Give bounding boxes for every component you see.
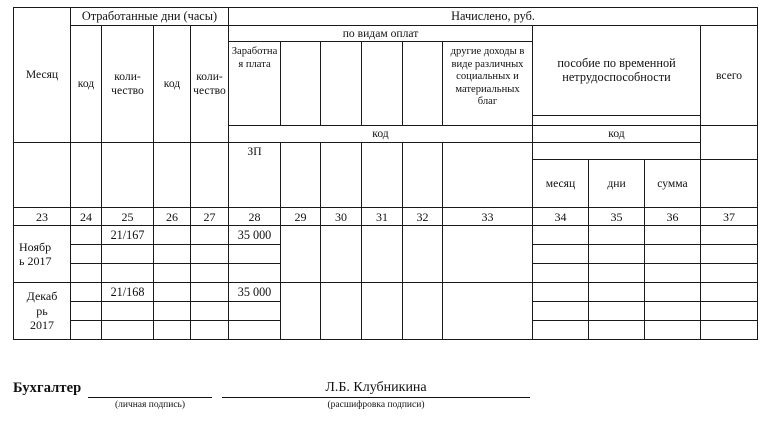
cell-col37[interactable] [701, 226, 758, 245]
cell-col24[interactable] [71, 245, 102, 264]
header-cell-benefit-spacer [533, 116, 701, 126]
header-cell-blank-30b [321, 143, 362, 208]
header-cell-wage-code-value: ЗП [229, 143, 281, 208]
table-row[interactable] [14, 283, 758, 302]
header-cell-benefit-blank-strip [533, 143, 701, 160]
name-line[interactable] [222, 397, 530, 398]
header-cell-blank-31 [362, 42, 403, 126]
column-number-36: 36 [645, 208, 701, 226]
cell-col28[interactable]: 35 000 [229, 226, 281, 245]
header-row-top [14, 8, 758, 26]
month-line: рь [36, 303, 48, 318]
cell-col28[interactable] [229, 302, 281, 321]
cell-col24[interactable] [71, 321, 102, 340]
cell-col37[interactable] [701, 302, 758, 321]
cell-col30-merged[interactable] [321, 226, 362, 283]
signature-line[interactable] [88, 397, 212, 398]
payroll-table [13, 7, 758, 340]
cell-col34[interactable] [533, 302, 589, 321]
column-number-27: 27 [191, 208, 229, 226]
cell-col31-merged[interactable] [362, 283, 403, 340]
cell-col25[interactable] [102, 245, 154, 264]
column-number-25: 25 [102, 208, 154, 226]
row-month-label-december [14, 283, 71, 340]
cell-col27[interactable] [191, 321, 229, 340]
cell-col36[interactable] [645, 302, 701, 321]
cell-col29-merged[interactable] [281, 226, 321, 283]
header-cell-by-payment-types: по видам оплат [229, 25, 533, 42]
header-row-payment-types [14, 25, 758, 42]
cell-col24[interactable] [71, 226, 102, 245]
header-cell-benefit-month: месяц [533, 160, 589, 208]
cell-col33-merged[interactable] [443, 226, 533, 283]
column-number-33: 33 [443, 208, 533, 226]
cell-col37[interactable] [701, 283, 758, 302]
header-cell-accrued: Начислено, руб. [229, 8, 758, 26]
cell-col30-merged[interactable] [321, 283, 362, 340]
cell-col37[interactable] [701, 245, 758, 264]
column-number-29: 29 [281, 208, 321, 226]
cell-col36[interactable] [645, 321, 701, 340]
header-cell-quantity-2: коли-чество [191, 25, 229, 143]
accountant-name: Л.Б. Клубникина [325, 380, 427, 395]
cell-col24[interactable] [71, 283, 102, 302]
cell-col27[interactable] [191, 283, 229, 302]
name-caption: (расшифровка подписи) [327, 400, 425, 410]
cell-col26[interactable] [154, 226, 191, 245]
cell-col35[interactable] [589, 302, 645, 321]
cell-col34[interactable] [533, 283, 589, 302]
column-number-35: 35 [589, 208, 645, 226]
signature-caption: (личная подпись) [114, 400, 186, 410]
cell-col29-merged[interactable] [281, 283, 321, 340]
column-number-30: 30 [321, 208, 362, 226]
header-cell-blank-29b [281, 143, 321, 208]
header-cell-total-blank [701, 126, 758, 160]
cell-col26[interactable] [154, 321, 191, 340]
column-number-26: 26 [154, 208, 191, 226]
table-row[interactable] [14, 226, 758, 245]
cell-col36[interactable] [645, 283, 701, 302]
header-cell-month: Месяц [14, 8, 71, 143]
cell-col33-merged[interactable] [443, 283, 533, 340]
header-cell-blank-33b [443, 143, 533, 208]
cell-col35[interactable] [589, 226, 645, 245]
header-cell-other-income: другие доходы в виде различных социальных и материальных благ [443, 42, 533, 126]
cell-col27[interactable] [191, 245, 229, 264]
column-number-row [14, 208, 758, 226]
header-cell-code-1: код [71, 25, 102, 143]
column-number-32: 32 [403, 208, 443, 226]
signature-block [0, 380, 770, 424]
cell-col28[interactable] [229, 321, 281, 340]
header-cell-code-1-blank [71, 143, 102, 208]
header-cell-benefit-days: дни [589, 160, 645, 208]
header-cell-blank-30 [321, 42, 362, 126]
column-number-31: 31 [362, 208, 403, 226]
cell-col36[interactable] [645, 264, 701, 283]
accountant-role-label: Бухгалтер [13, 380, 82, 396]
cell-col31-merged[interactable] [362, 226, 403, 283]
month-line: Декаб [26, 289, 58, 304]
header-cell-blank-31b [362, 143, 403, 208]
column-number-34: 34 [533, 208, 589, 226]
column-number-28: 28 [229, 208, 281, 226]
cell-col28[interactable] [229, 264, 281, 283]
month-line: Ноябр [19, 239, 52, 254]
cell-col35[interactable] [589, 283, 645, 302]
month-line: ь 2017 [19, 254, 52, 269]
cell-col34[interactable] [533, 321, 589, 340]
month-line: 2017 [30, 318, 54, 333]
cell-col26[interactable] [154, 264, 191, 283]
header-cell-blank-32b [403, 143, 443, 208]
cell-col36[interactable] [645, 226, 701, 245]
cell-col26[interactable] [154, 302, 191, 321]
header-cell-code-band-payments: код [229, 126, 533, 143]
cell-col24[interactable] [71, 302, 102, 321]
header-cell-benefit-sum: сумма [645, 160, 701, 208]
header-cell-blank-32 [403, 42, 443, 126]
cell-col25[interactable] [102, 264, 154, 283]
cell-col25[interactable] [102, 321, 154, 340]
header-cell-total-blank-2 [701, 160, 758, 208]
header-cell-total: всего [701, 25, 758, 126]
cell-col37[interactable] [701, 264, 758, 283]
cell-col24[interactable] [71, 264, 102, 283]
cell-col34[interactable] [533, 245, 589, 264]
cell-col26[interactable] [154, 283, 191, 302]
cell-col35[interactable] [589, 321, 645, 340]
cell-col28[interactable]: 35 000 [229, 283, 281, 302]
cell-col35[interactable] [589, 264, 645, 283]
header-cell-wage: Заработная плата [229, 42, 281, 126]
header-cell-blank-29 [281, 42, 321, 126]
header-cell-code-band-benefit: код [533, 126, 701, 143]
column-number-37: 37 [701, 208, 758, 226]
column-number-24: 24 [71, 208, 102, 226]
cell-col34[interactable] [533, 226, 589, 245]
header-cell-code-2-blank [154, 143, 191, 208]
cell-col35[interactable] [589, 245, 645, 264]
row-month-label-november [14, 226, 71, 283]
header-cell-quantity-1-blank [102, 143, 154, 208]
header-cell-worked-days: Отработанные дни (часы) [71, 8, 229, 26]
cell-col32-merged[interactable] [403, 283, 443, 340]
cell-col36[interactable] [645, 245, 701, 264]
header-cell-quantity-2-blank [191, 143, 229, 208]
cell-col27[interactable] [191, 264, 229, 283]
cell-col25[interactable]: 21/168 [102, 283, 154, 302]
header-row-code-values [14, 143, 758, 160]
header-cell-code-2: код [154, 25, 191, 143]
header-cell-month-blank [14, 143, 71, 208]
cell-col26[interactable] [154, 245, 191, 264]
cell-col27[interactable] [191, 302, 229, 321]
cell-col25[interactable]: 21/167 [102, 226, 154, 245]
cell-col28[interactable] [229, 245, 281, 264]
cell-col27[interactable] [191, 226, 229, 245]
column-number-23: 23 [14, 208, 71, 226]
cell-col25[interactable] [102, 302, 154, 321]
cell-col37[interactable] [701, 321, 758, 340]
cell-col32-merged[interactable] [403, 226, 443, 283]
header-cell-quantity-1: коли-чество [102, 25, 154, 143]
header-cell-temporary-disability: пособие по временной нетрудоспособности [533, 25, 701, 116]
cell-col34[interactable] [533, 264, 589, 283]
